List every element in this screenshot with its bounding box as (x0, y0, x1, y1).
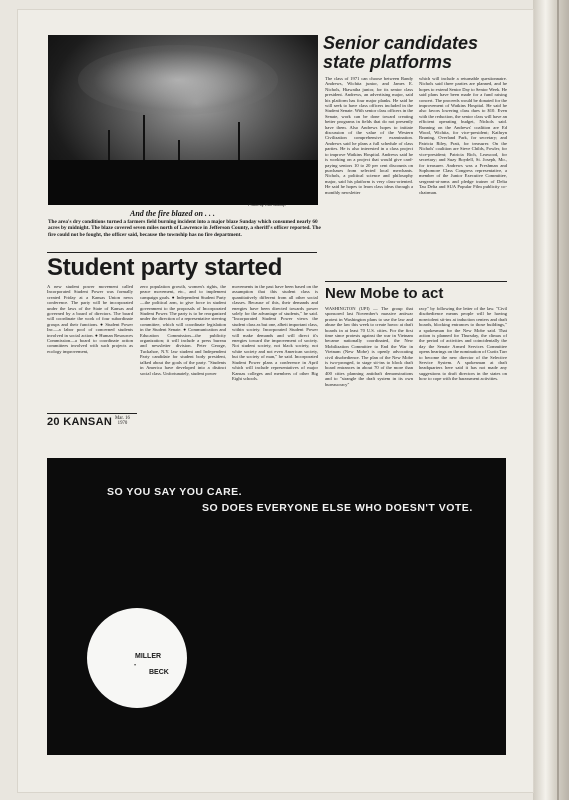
ad-bullet-icon: • (134, 663, 137, 669)
section-rule (47, 252, 317, 253)
ad-candidate-name-2: BECK (149, 669, 169, 676)
senior-headline: Senior candidates state platforms (323, 33, 479, 72)
ad-candidate-circle (87, 608, 187, 708)
folio-date-line-1: Mar. 16 (115, 416, 130, 421)
binding-edge (533, 0, 569, 800)
page-number: 20 (47, 416, 60, 428)
mobe-column-1: WASHINGTON (UPI) — The group that sponsored last November's massive antiwar protest in Washington plans to use the law and abuse the law this week to create havoc at draft boards in at least 70 U.S. cities. For the first time since protests against the war in Vietnam became nationally coordinated, the New Mobilization Committee to End the War in Vietnam (New Mobe) is openly advocating civil disobedience. The plan of the New Mobe is two-pronged, to stage sit-ins to block draft board entrances in about 70 of the more than 400 cities planning antidraft demonstrations and to "strangle the draft system in its own bureaucracy" (325, 306, 413, 387)
senior-column-2: which will include a returnable questionnaire. Nichols said three parties are planned, and he hopes to extend Senior Day to Senior Week. He said plans have been made for a fund raising concert. The proceeds would be donated for the improvement of Watkins Hospital. He said he also favors lowering class dues to $10. Even with the reduction, the senior class will have an efficient operating budget, Nichols said. Running on the Andrews' coalition are Ed Wood, Wichita, for vice-president; Kathryn Bruning, Overland Park, for secretary; and Patricia Riley, Pratt, for treasurer. On the Nichols' coalition are Steve Childs, Fowler, for vice-president; Patricia Rich, Leawood, for secretary; and Suzy Boydell, St. Joseph, Mo., for treasurer. Andrews was a Freshman and Sophomore Class Congress representative, a member of the Junior Executive Committee, sergeant-at-arms and pledge trainer of Delta Tau Delta and SUA Popular Film publicity co-chairman. (419, 76, 507, 195)
party-column-1: A new student power movement called Incorporated Student Power was formally created Friday at a Kansas Union news conference. The party will be incorporated under the laws of the State of Kansas and governed by a board of directors. The board will coordinate the work of four subordinate groups and their functions. ● Student Power Inc.—a labor pool of concerned students involved in social action. ● Human Resources Commission—a board to coordinate action committees involved with such projects as ecology improvement, (47, 284, 133, 354)
folio-rule (47, 413, 137, 414)
party-column-3: movements in the past have been based on the assumption that this student class is quantitatively different from all other social classes. Because of this, their demands and energies have been directed towards power solely for the advantage of students," he said. "Incorporated Student Power views the student class as but one, albeit important class, within society. Incorporated Student Power will make demands and will direct it's energies toward the improvement of society. Not student society, not black society, not white society and not even American society, but the society of man," he said. Incorporated Student Power plans a conference in April which will include representatives of major Kansas colleges and members of other Big Eight schools. (232, 284, 318, 381)
senior-column-1: The class of 1971 can choose between Randy Andrews, Wichita junior, and James E. Nichols, Hiawatha junior, for its senior class president. Andrews, an advertising major, said his platform has four major planks. He said he will seek to have class officers included in the Student Senate. With senior class officers in the Senate, work can be done toward creating better programs in fields that do not presently have them. Also Andrews hopes to initiate discussion of the value of the Western Civilization comprehensive examination. Andrews said he plans a full schedule of class parties. He is also interested in a class project to improve Watkins Hospital. Andrews said he is working on a project that would give card-paying seniors 10 to 20 per cent discounts on purchases from selected local merchants. Nichols, a political science and philosophy major, said his platform is very class-oriented. He said he hopes to learn class ideas through a monthly newsletter (325, 76, 413, 195)
smoke-cloud (78, 45, 278, 115)
mobe-headline: New Mobe to act (325, 285, 444, 302)
folio-date (115, 416, 130, 427)
party-headline: Student party started (47, 254, 283, 281)
photo-ground (48, 160, 318, 205)
folio-date-line-2: 1970 (117, 421, 128, 427)
photo-credit: Photo by Ron Bishop (248, 202, 286, 207)
paper-name: KANSAN (63, 416, 113, 428)
photo-caption-head: And the fire blazed on . . . (130, 209, 215, 218)
ad-candidate-name-1: MILLER (135, 653, 162, 660)
ad-headline-1: SO YOU SAY YOU CARE. (107, 486, 243, 498)
photo-caption: The area's dry conditions turned a farmers field burning incident into a major blaze Sunday which consumed nearly 60 acres by midnight. The blaze covered seven miles north of Lawrence in Jefferson County, a sheriff's officer reported. The fire could not be fought, the officer said, because the township has no fire department. (48, 219, 321, 238)
fire-photo (48, 35, 318, 205)
ad-headline-2: SO DOES EVERYONE ELSE WHO DOESN'T VOTE. (202, 502, 473, 514)
party-column-2: zero population growth, women's rights, the peace movement, etc., and to implement campaign goals. ● Independent Student Party—the political arm, to give force in student government to the proposals of Incorporated Student Power. The party is to be reorganized under the direction of a representative steering committee, which will coordinate legislation in the Student Senate. ● Communication and Education Commission—the publicity organization; it will include a press bureau and newsletter division. Peter George, Tuckahoe, N.Y. law student and Independent Party candidate for student body president, talked about the goals of the party. "Students in America have developed into a distinct social class. Unfortunately, student power (140, 284, 226, 376)
binding-line (557, 0, 559, 800)
mobe-rule (325, 281, 507, 282)
vote-advertisement (47, 458, 506, 755)
folio (47, 416, 112, 428)
mobe-column-2: racy" by following the letter of the law. "Civil disobedience means people will be having nonviolent sit-ins at induction centers and draft boards, blocking entrances to those buildings," a spokesman for the New Mobe said. That action is planned for Thursday, the climax of the period of activities and coincidentally the day the Senate Armed Services Committee opens hearings on the nomination of Curtis Tarr to become the new director of the Selective Service System. A spokesman at draft headquarters here said it has not made any suggestions to draft directors in the states on how to cope with the harassment activities. (419, 306, 508, 382)
